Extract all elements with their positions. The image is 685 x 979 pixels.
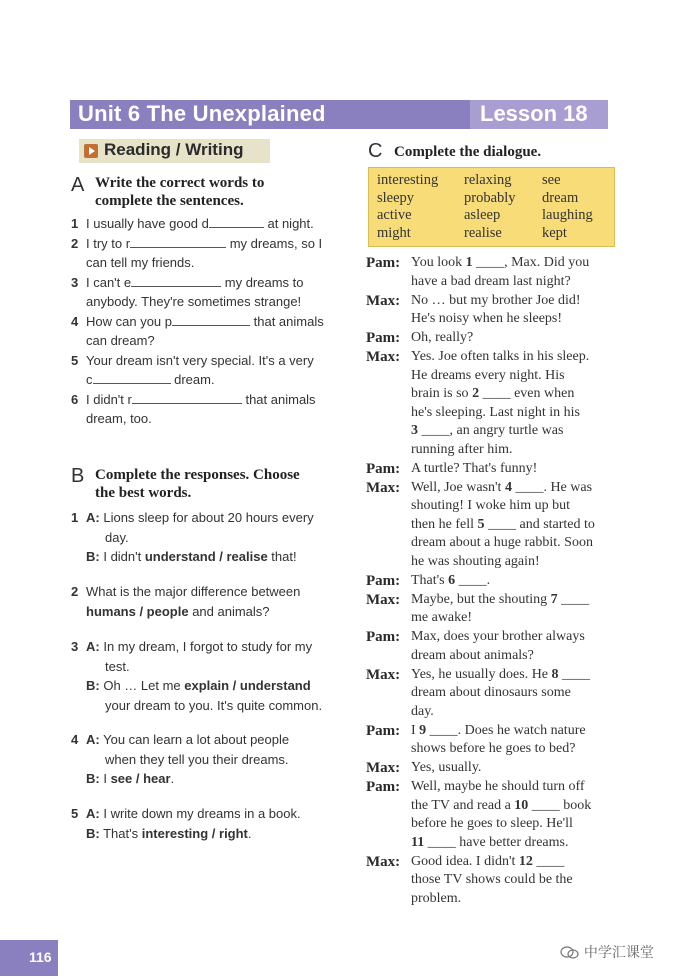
dialogue-line: A turtle? That's funny! bbox=[411, 460, 538, 476]
dialogue-line: problem. bbox=[411, 890, 462, 906]
question-6: 6 I didn't r that animals bbox=[71, 391, 316, 407]
dialogue-speaker: Pam: bbox=[366, 629, 401, 645]
dialogue-speaker: Pam: bbox=[366, 572, 401, 589]
skill-tag-label: Reading / Writing bbox=[104, 140, 244, 159]
section-b-q1: 1 A: Lions sleep for about 20 hours every day. B: I didn't understand / realise that! bbox=[71, 510, 314, 564]
dialogue-line: Well, Joe wasn't 4 ____. He was bbox=[411, 479, 593, 495]
dialogue-line: He's noisy when he sleeps! bbox=[411, 311, 563, 326]
dialogue-speaker: Max: bbox=[366, 591, 401, 608]
section-a-questions: 1 I usually have good d at night. 2 I try to r my dreams, so I can tell my friends. 3 I can't e my dreams to anybody. They're sometimes strange! 4 How can you p that animals can dream? 5 Your dream isn't very special. It's a very c dream. 6 I didn't r that animals dream, too. bbox=[71, 214, 351, 429]
dialogue-line: You look 1 ____, Max. Did you bbox=[411, 255, 590, 270]
lesson-title: Lesson 18 bbox=[480, 101, 588, 126]
dialogue-line: Yes. Joe often talks in his sleep. bbox=[411, 349, 590, 364]
dialogue-line: I 9 ____. Does he watch nature bbox=[411, 722, 586, 738]
dialogue-line: he was shouting again! bbox=[411, 553, 540, 569]
word-box bbox=[368, 167, 615, 247]
dialogue-line: That's 6 ____. bbox=[411, 572, 491, 588]
dialogue-line: 11 ____ have better dreams. bbox=[411, 834, 569, 850]
dialogue-line: before he goes to sleep. He'll bbox=[411, 816, 573, 831]
section-a-title: Write the correct words to complete the sentences. bbox=[95, 175, 265, 209]
section-c-title: Complete the dialogue. bbox=[394, 144, 542, 160]
dialogue-line: me awake! bbox=[411, 610, 473, 625]
word-box-col-2: relaxing probably asleep realise bbox=[464, 172, 516, 241]
section-c-letter: C bbox=[368, 140, 383, 162]
dialogue-line: 3 ____, an angry turtle was bbox=[411, 423, 564, 438]
section-b-letter: B bbox=[71, 465, 85, 487]
dialogue-line: Yes, usually. bbox=[411, 760, 482, 775]
section-b-q4: 4 A: You can learn a lot about people when they tell you their dreams. B: I see / hear. bbox=[71, 732, 290, 786]
dialogue-line: He dreams every night. His bbox=[411, 367, 565, 383]
section-b-q3: 3 A: In my dream, I forgot to study for my test. B: Oh … Let me explain / understand your dream to you. It's quite common. bbox=[71, 639, 323, 713]
dialogue-line: dream about a huge rabbit. Soon bbox=[411, 535, 593, 550]
dialogue-line: Oh, really? bbox=[411, 330, 474, 345]
section-a-letter: A bbox=[71, 174, 85, 196]
dialogue-line: the TV and read a 10 ____ book bbox=[411, 797, 592, 813]
watermark: 中学汇课堂 bbox=[560, 942, 654, 962]
dialogue-line: shouting! I woke him up but bbox=[411, 498, 571, 513]
dialogue-line: No … but my brother Joe did! bbox=[411, 292, 581, 308]
dialogue-speaker: Pam: bbox=[366, 722, 401, 739]
dialogue-line: shows before he goes to bed? bbox=[411, 741, 576, 756]
dialogue-line: dream about animals? bbox=[411, 647, 534, 663]
dialogue-speaker: Max: bbox=[366, 853, 401, 870]
dialogue-line: Maybe, but the shouting 7 ____ bbox=[411, 591, 590, 607]
dialogue-speaker: Pam: bbox=[366, 255, 401, 271]
word-box-col-1: interesting sleepy active might bbox=[377, 172, 439, 241]
dialogue-line: then he fell 5 ____ and started to bbox=[411, 516, 595, 532]
question-2: 2 I try to r my dreams, so I bbox=[71, 235, 323, 251]
unit-title: Unit 6 The Unexplained bbox=[78, 101, 326, 126]
dialogue-speaker: Max: bbox=[366, 292, 401, 309]
chat-bubble-icon bbox=[560, 945, 580, 961]
question-5: 5 Your dream isn't very special. It's a very bbox=[71, 352, 314, 368]
play-arrow-icon bbox=[84, 144, 98, 158]
dialogue-line: have a bad dream last night? bbox=[411, 273, 571, 289]
dialogue-line: Yes, he usually does. He 8 ____ bbox=[411, 666, 591, 682]
section-b-title: Complete the responses. Choose the best words. bbox=[95, 467, 300, 501]
dialogue-speaker: Max: bbox=[366, 666, 401, 683]
dialogue-line: those TV shows could be the bbox=[411, 872, 573, 887]
question-4: 4 How can you p that animals bbox=[71, 313, 324, 329]
dialogue-speaker: Pam: bbox=[366, 779, 401, 795]
dialogue bbox=[366, 254, 618, 904]
dialogue-line: Well, maybe he should turn off bbox=[411, 779, 585, 794]
dialogue-speaker: Pam: bbox=[366, 330, 401, 346]
question-1: 1 I usually have good d at night. bbox=[71, 216, 314, 231]
dialogue-speaker: Pam: bbox=[366, 460, 401, 477]
dialogue-line: dream about dinosaurs some bbox=[411, 685, 571, 700]
dialogue-speaker: Max: bbox=[366, 479, 401, 496]
word-box-col-3: see dream laughing kept bbox=[542, 172, 593, 241]
page-number: 116 bbox=[29, 949, 52, 965]
dialogue-line: Max, does your brother always bbox=[411, 629, 585, 644]
dialogue-line: day. bbox=[411, 703, 434, 719]
question-3: 3 I can't e my dreams to bbox=[71, 274, 304, 290]
dialogue-line: he's sleeping. Last night in his bbox=[411, 404, 580, 420]
dialogue-speaker: Max: bbox=[366, 760, 401, 776]
dialogue-line: Good idea. I didn't 12 ____ bbox=[411, 853, 565, 869]
dialogue-line: brain is so 2 ____ even when bbox=[411, 386, 575, 401]
section-b-q5: 5 A: I write down my dreams in a book. B: That's interesting / right. bbox=[71, 806, 301, 841]
dialogue-line: running after him. bbox=[411, 441, 513, 457]
dialogue-speaker: Max: bbox=[366, 349, 401, 365]
section-b-q2: 2 What is the major difference between humans / people and animals? bbox=[71, 584, 301, 619]
